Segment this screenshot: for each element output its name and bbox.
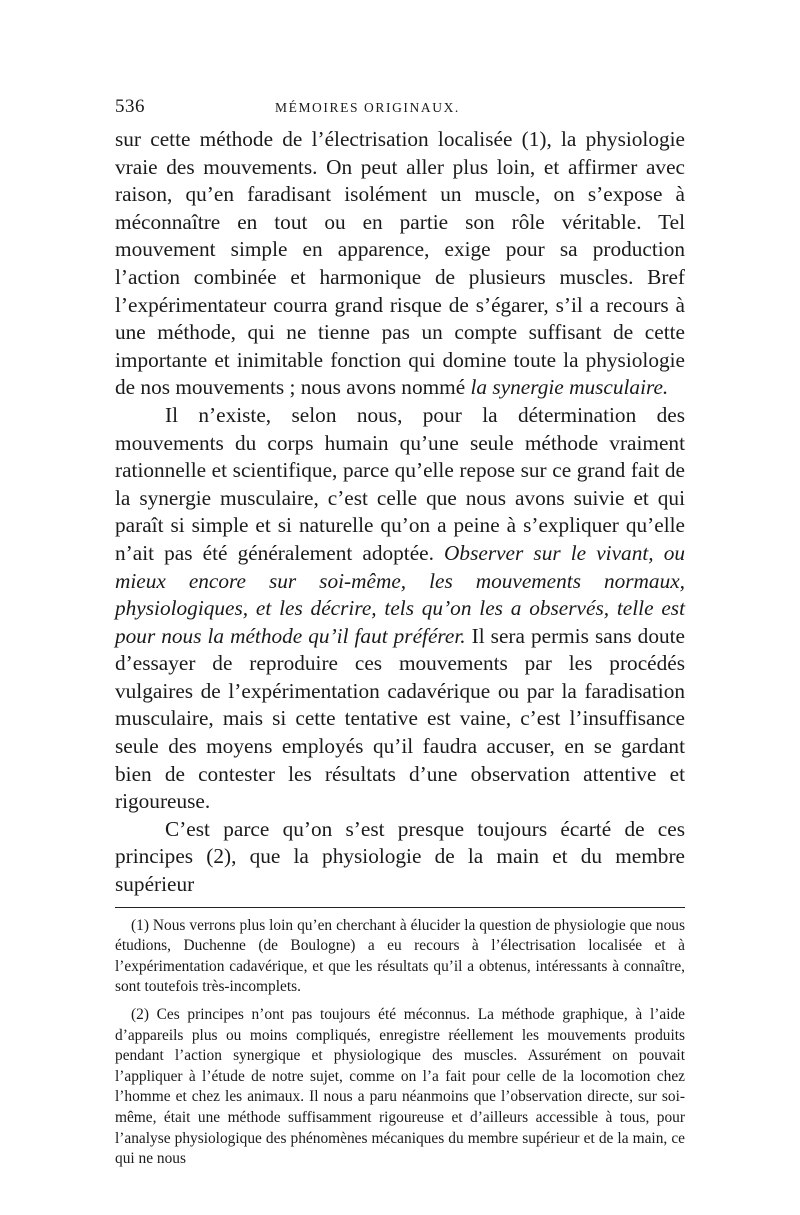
paragraph-2-italic: Observer sur le vivant, ou mieux encore sur soi-même, les mouvements normaux, physiologiques, et les décrire, tels qu’on les a observés, telle est pour nous la méthode qu’il faut préférer.	[115, 540, 685, 648]
paragraph-1-text: sur cette méthode de l’électrisation localisée (1), la physiologie vraie des mouvements. On peut aller plus loin, et affirmer avec raison, qu’en faradisant isolément un muscle, on s’expose à méconnaître en tout ou en partie son rôle véritable. Tel mouvement simple en apparence, exige pour sa production l’action combinée et harmonique de plusieurs muscles. Bref l’expérimentateur courra grand risque de s’égarer, s’il a recours à une méthode, qui ne tienne pas un compte suffisant de cette importante et inimitable fonction qui domine toute la physiologie de nos mouvements ; nous avons nommé	[115, 127, 685, 400]
paragraph-2-text-a: Il n’existe, selon nous, pour la détermination des mouvements du corps humain qu’une seule méthode vraiment rationnelle et scientifique, parce qu’elle repose sur ce grand fait de la synergie musculaire, c’est celle que nous avons suivie et qui paraît si simple et si naturelle qu’on a peine à s’expliquer qu’elle n’ait pas été généralement adoptée.	[115, 402, 685, 565]
footnotes	[115, 916, 685, 1170]
paragraph-2-text-b: Il sera permis sans doute d’essayer de reproduire ces mouvements par les procédés vulgaires de l’expérimentation cadavérique ou par la faradisation musculaire, mais si cette tentative est vaine, c’est l’insuffisance seule des moyens employés qu’il faudra accuser, en se gardant bien de contester les résultats d’une observation attentive et rigoureuse.	[115, 623, 685, 814]
document-page	[115, 96, 685, 1170]
paragraph-1-italic: la synergie musculaire.	[470, 375, 669, 400]
body-text	[115, 126, 685, 899]
paragraph-3	[115, 816, 685, 899]
footnote-1: (1) Nous verrons plus loin qu’en cherchant à élucider la question de physiologie que nous étudions, Duchenne (de Boulogne) a eu recours à l’électrisation localisée et à l’expérimentation cadavérique, et que les résultats qu’il a obtenus, intéressants à connaître, sont toutefois très-incomplets.	[115, 916, 685, 996]
paragraph-2	[115, 402, 685, 816]
footnote-divider	[115, 907, 685, 908]
paragraph-3-text: C’est parce qu’on s’est presque toujours écarté de ces principes (2), que la physiologie de la main et du membre supérieur	[115, 816, 685, 897]
paragraph-1	[115, 126, 685, 402]
page-header	[115, 96, 685, 126]
running-head: MÉMOIRES ORIGINAUX.	[275, 100, 460, 115]
page-number: 536	[115, 96, 145, 117]
footnote-2: (2) Ces principes n’ont pas toujours été méconnus. La méthode graphique, à l’aide d’appareils plus ou moins compliqués, enregistre réellement les mouvements produits pendant l’action synergique et physiologique des muscles. Assurément on pouvait l’appliquer à l’étude de notre sujet, comme on l’a fait pour celle de la locomotion chez l’homme et chez les animaux. Il nous a paru néanmoins que l’observation directe, sur soi-même, était une méthode suffisamment rigoureuse et d’ailleurs accessible à tous, pour l’analyse physiologique des phénomènes mécaniques du membre supérieur et de la main, ce qui ne nous	[115, 1006, 685, 1168]
